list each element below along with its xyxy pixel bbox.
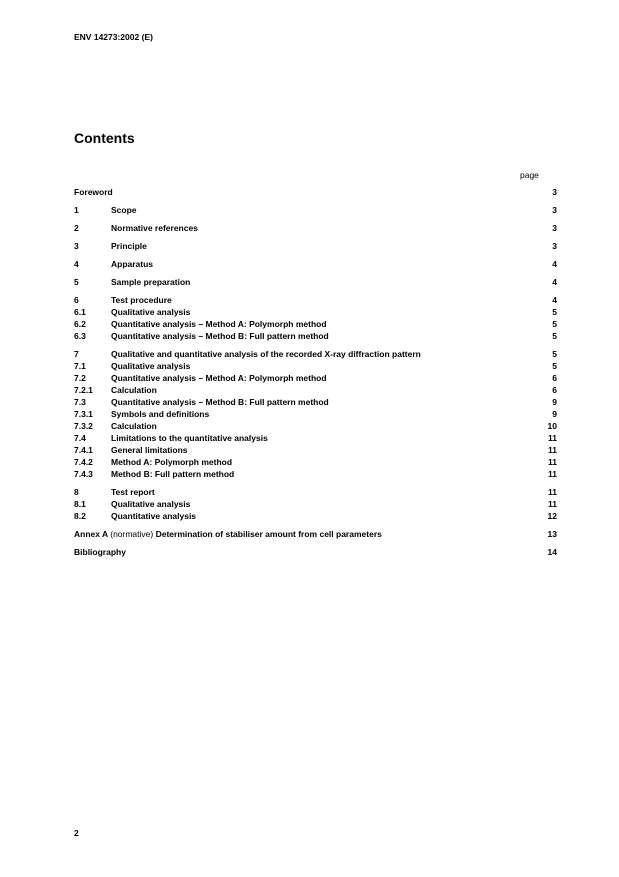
toc-entry[interactable] xyxy=(74,432,557,444)
toc-entry-title: General limitations xyxy=(111,445,188,455)
toc-entry[interactable] xyxy=(74,408,557,420)
toc-entry-number: 7.4 xyxy=(74,433,86,443)
toc-entry-page: 4 xyxy=(552,277,557,287)
toc-entry-number: 6.2 xyxy=(74,319,86,329)
toc-entry[interactable] xyxy=(74,372,557,384)
toc-entry-page: 5 xyxy=(552,349,557,359)
toc-entry[interactable] xyxy=(74,444,557,456)
toc-entry-title: Qualitative analysis xyxy=(111,307,191,317)
toc-entry-title: Limitations to the quantitative analysis xyxy=(111,433,268,443)
toc-entry[interactable] xyxy=(74,204,557,216)
toc-entry[interactable] xyxy=(74,486,557,498)
toc-entry-title: Qualitative analysis xyxy=(111,361,191,371)
toc-entry-number: 7.3 xyxy=(74,397,86,407)
toc-entry-number: 7.3.2 xyxy=(74,421,93,431)
toc-entry-page: 10 xyxy=(547,421,557,431)
toc-entry[interactable] xyxy=(74,318,557,330)
toc-entry[interactable] xyxy=(74,360,557,372)
toc-entry-title: Scope xyxy=(111,205,137,215)
annex-type: (normative) xyxy=(110,529,154,539)
toc-entry-number: 7.4.2 xyxy=(74,457,93,467)
toc-entry-title: Quantitative analysis – Method A: Polymorph method xyxy=(111,319,327,329)
toc-entry-title: Test procedure xyxy=(111,295,172,305)
toc-entry-page: 3 xyxy=(552,223,557,233)
toc-entry-page: 12 xyxy=(547,511,557,521)
toc-entry-title: Calculation xyxy=(111,421,157,431)
annex-title xyxy=(74,528,382,540)
toc-entry-number: 6.3 xyxy=(74,331,86,341)
toc-entry-number: 7.4.1 xyxy=(74,445,93,455)
toc-entry[interactable] xyxy=(74,258,557,270)
toc-entry-page: 9 xyxy=(552,409,557,419)
toc-entry-page: 6 xyxy=(552,385,557,395)
toc-entry[interactable] xyxy=(74,384,557,396)
toc-entry[interactable] xyxy=(74,186,557,198)
toc-entry-title: Calculation xyxy=(111,385,157,395)
toc-entry-page: 11 xyxy=(548,499,557,509)
toc-entry[interactable] xyxy=(74,222,557,234)
toc-entry-number: 8.1 xyxy=(74,499,86,509)
toc-entry-number: 7 xyxy=(74,349,79,359)
toc-entry-title: Qualitative and quantitative analysis of the recorded X-ray diffraction pattern xyxy=(111,349,421,359)
toc-entry[interactable] xyxy=(74,348,557,360)
toc-entry-bibliography[interactable] xyxy=(74,546,557,558)
toc-entry-title: Symbols and definitions xyxy=(111,409,210,419)
toc-entry[interactable] xyxy=(74,276,557,288)
toc-entry[interactable] xyxy=(74,420,557,432)
toc-entry-page: 3 xyxy=(552,187,557,197)
toc-entry-page: 11 xyxy=(548,487,557,497)
toc-entry-title: Quantitative analysis – Method B: Full pattern method xyxy=(111,397,329,407)
toc-entry[interactable] xyxy=(74,330,557,342)
toc-entry-page: 5 xyxy=(552,361,557,371)
toc-entry-number: 4 xyxy=(74,259,79,269)
toc-entry-page: 5 xyxy=(552,319,557,329)
page-title: Contents xyxy=(74,130,135,146)
toc-entry-number: 3 xyxy=(74,241,79,251)
toc-entry-title: Quantitative analysis xyxy=(111,511,197,521)
toc-entry-number: 7.1 xyxy=(74,361,86,371)
toc-entry-title: Quantitative analysis – Method B: Full pattern method xyxy=(111,331,329,341)
toc-entry[interactable] xyxy=(74,240,557,252)
toc-entry-number: 7.2 xyxy=(74,373,86,383)
toc-entry-page: 13 xyxy=(547,529,557,539)
toc-entry-title: Sample preparation xyxy=(111,277,191,287)
toc-entry-number: 6.1 xyxy=(74,307,86,317)
toc-entry-title: Qualitative analysis xyxy=(111,499,191,509)
toc-entry-number: 5 xyxy=(74,277,79,287)
toc-entry-title: Bibliography xyxy=(74,547,126,557)
toc-entry-page: 11 xyxy=(548,457,557,467)
toc-entry-page: 3 xyxy=(552,205,557,215)
toc-entry-page: 3 xyxy=(552,241,557,251)
toc-entry[interactable] xyxy=(74,294,557,306)
toc-entry-title: Method B: Full pattern method xyxy=(111,469,235,479)
toc-entry[interactable] xyxy=(74,510,557,522)
toc-entry-number: 7.3.1 xyxy=(74,409,93,419)
toc-entry[interactable] xyxy=(74,306,557,318)
toc-entry[interactable] xyxy=(74,468,557,480)
document-header: ENV 14273:2002 (E) xyxy=(74,32,153,42)
toc-entry-page: 11 xyxy=(548,445,557,455)
toc-entry-page: 11 xyxy=(548,469,557,479)
toc-entry-title: Foreword xyxy=(74,187,113,197)
toc-entry-title: Quantitative analysis – Method A: Polymorph method xyxy=(111,373,327,383)
toc-entry-page: 4 xyxy=(552,295,557,305)
annex-heading: Determination of stabiliser amount from cell parameters xyxy=(155,529,382,539)
toc-entry-page: 4 xyxy=(552,259,557,269)
toc-entry-number: 8.2 xyxy=(74,511,86,521)
toc-entry-title: Normative references xyxy=(111,223,198,233)
toc-entry-title: Principle xyxy=(111,241,147,251)
page-column-label: page xyxy=(520,170,539,180)
page-number: 2 xyxy=(74,828,79,838)
toc-entry-number: 7.4.3 xyxy=(74,469,93,479)
toc-entry-number: 7.2.1 xyxy=(74,385,93,395)
toc-entry-annex[interactable] xyxy=(74,528,557,540)
toc-entry-page: 5 xyxy=(552,307,557,317)
toc-entry-page: 11 xyxy=(548,433,557,443)
toc-entry-page: 9 xyxy=(552,397,557,407)
toc-entry-title: Method A: Polymorph method xyxy=(111,457,233,467)
toc-entry-title: Apparatus xyxy=(111,259,154,269)
toc-entry[interactable] xyxy=(74,498,557,510)
toc-entry-page: 5 xyxy=(552,331,557,341)
toc-entry-number: 8 xyxy=(74,487,79,497)
table-of-contents xyxy=(74,186,557,558)
toc-entry[interactable] xyxy=(74,396,557,408)
toc-entry-number: 1 xyxy=(74,205,79,215)
annex-label: Annex A xyxy=(74,529,108,539)
toc-entry[interactable] xyxy=(74,456,557,468)
toc-entry-page: 14 xyxy=(547,547,557,557)
toc-entry-number: 2 xyxy=(74,223,79,233)
toc-entry-number: 6 xyxy=(74,295,79,305)
toc-entry-page: 6 xyxy=(552,373,557,383)
toc-entry-title: Test report xyxy=(111,487,155,497)
